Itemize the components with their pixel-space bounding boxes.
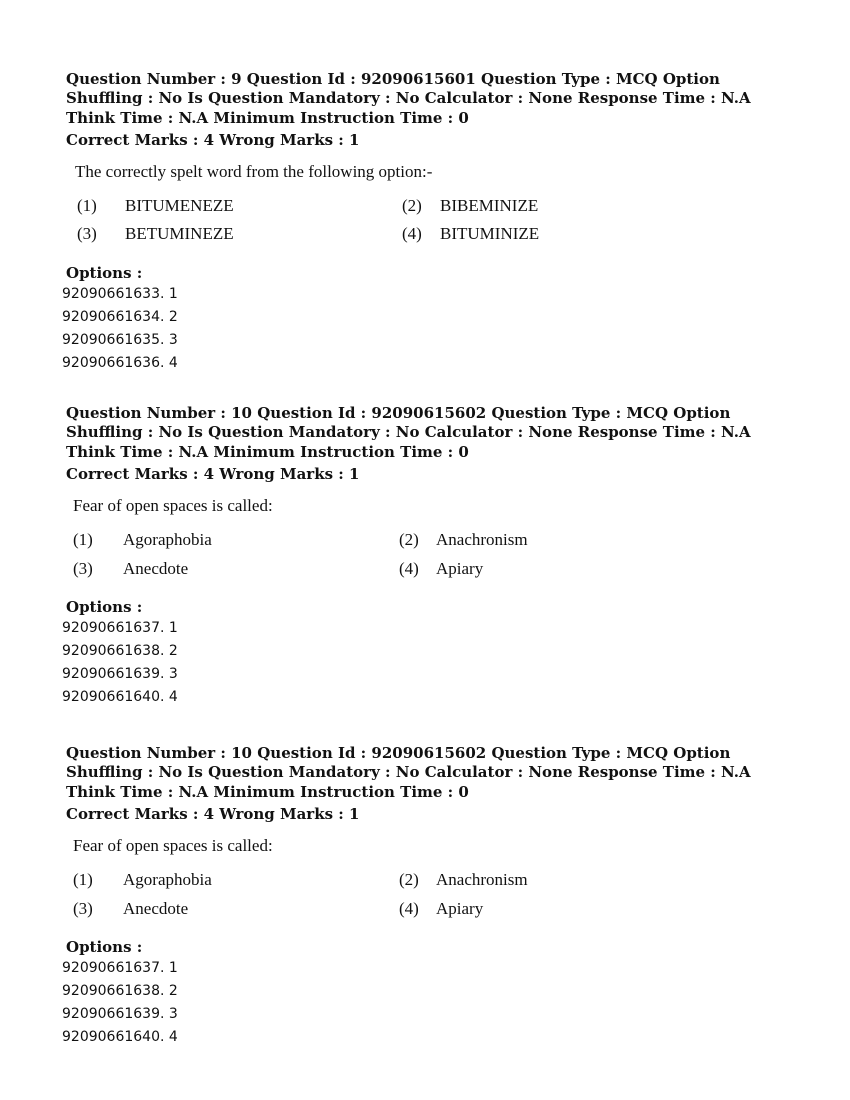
question-marks: Correct Marks : 4 Wrong Marks : 1 xyxy=(66,130,360,149)
options-list xyxy=(62,617,786,709)
option-id: 92090661637. 1 xyxy=(62,619,178,636)
choice-number: (2) xyxy=(399,529,419,549)
answer-choice xyxy=(77,224,234,244)
option-id: 92090661640. 4 xyxy=(62,688,178,705)
choice-text: BITUMENEZE xyxy=(125,195,234,215)
choice-number: (2) xyxy=(402,195,422,215)
option-id: 92090661640. 4 xyxy=(62,1028,178,1045)
choice-text: Agoraphobia xyxy=(123,529,212,549)
choice-number: (1) xyxy=(73,869,93,889)
choice-number: (3) xyxy=(73,558,93,578)
question-stem: Fear of open spaces is called: xyxy=(73,835,273,855)
answer-choice xyxy=(73,870,212,890)
question-marks: Correct Marks : 4 Wrong Marks : 1 xyxy=(66,804,360,823)
option-id: 92090661637. 1 xyxy=(62,959,178,976)
answer-choice xyxy=(399,530,528,550)
options-list xyxy=(62,283,786,375)
choice-text: Anachronism xyxy=(436,529,528,549)
question-block xyxy=(62,70,786,375)
choice-text: Anachronism xyxy=(436,869,528,889)
choice-text: Apiary xyxy=(436,898,484,918)
answer-choice xyxy=(77,196,234,216)
options-label: Options : xyxy=(66,937,143,956)
option-id: 92090661635. 3 xyxy=(62,331,178,348)
choice-number: (2) xyxy=(399,869,419,889)
question-block xyxy=(62,744,786,1049)
choice-number: (4) xyxy=(402,223,422,243)
choice-number: (3) xyxy=(77,223,97,243)
choice-number: (1) xyxy=(77,195,97,215)
question-stem: The correctly spelt word from the following option:- xyxy=(75,161,433,181)
answer-choice xyxy=(73,530,212,550)
option-id: 92090661636. 4 xyxy=(62,354,178,371)
question-meta: Question Number : 9 Question Id : 92090615601 Question Type : MCQ Option Shuffling : No Is Question Mandatory : No Calculator : None Response Time : N.A Think Time : N.A Minimum Instruction Time : 0 xyxy=(66,70,751,127)
choice-text: Apiary xyxy=(436,558,484,578)
answer-choice xyxy=(402,224,539,244)
choice-number: (4) xyxy=(399,558,419,578)
choice-text: BIBEMINIZE xyxy=(440,195,539,215)
option-id: 92090661639. 3 xyxy=(62,1005,178,1022)
question-block xyxy=(62,404,786,709)
answer-choice xyxy=(399,870,528,890)
answer-choices xyxy=(66,530,786,588)
choice-number: (3) xyxy=(73,898,93,918)
choice-text: Anecdote xyxy=(123,898,189,918)
options-label: Options : xyxy=(66,263,143,282)
choice-text: Anecdote xyxy=(123,558,189,578)
option-id: 92090661638. 2 xyxy=(62,642,178,659)
answer-choice xyxy=(399,899,483,919)
choice-text: BETUMINEZE xyxy=(125,223,234,243)
choice-number: (4) xyxy=(399,898,419,918)
answer-choice xyxy=(73,899,188,919)
question-stem: Fear of open spaces is called: xyxy=(73,495,273,515)
option-id: 92090661639. 3 xyxy=(62,665,178,682)
option-id: 92090661638. 2 xyxy=(62,982,178,999)
answer-choices xyxy=(66,196,786,254)
option-id: 92090661634. 2 xyxy=(62,308,178,325)
choice-text: Agoraphobia xyxy=(123,869,212,889)
options-label: Options : xyxy=(66,597,143,616)
choice-text: BITUMINIZE xyxy=(440,223,540,243)
question-marks: Correct Marks : 4 Wrong Marks : 1 xyxy=(66,464,360,483)
option-id: 92090661633. 1 xyxy=(62,285,178,302)
answer-choices xyxy=(66,870,786,928)
choice-number: (1) xyxy=(73,529,93,549)
answer-choice xyxy=(73,559,188,579)
options-list xyxy=(62,957,786,1049)
question-meta: Question Number : 10 Question Id : 92090615602 Question Type : MCQ Option Shuffling : No Is Question Mandatory : No Calculator : None Response Time : N.A Think Time : N.A Minimum Instruction Time : 0 xyxy=(66,404,751,461)
question-meta: Question Number : 10 Question Id : 92090615602 Question Type : MCQ Option Shuffling : No Is Question Mandatory : No Calculator : None Response Time : N.A Think Time : N.A Minimum Instruction Time : 0 xyxy=(66,744,751,801)
answer-choice xyxy=(399,559,483,579)
answer-choice xyxy=(402,196,538,216)
